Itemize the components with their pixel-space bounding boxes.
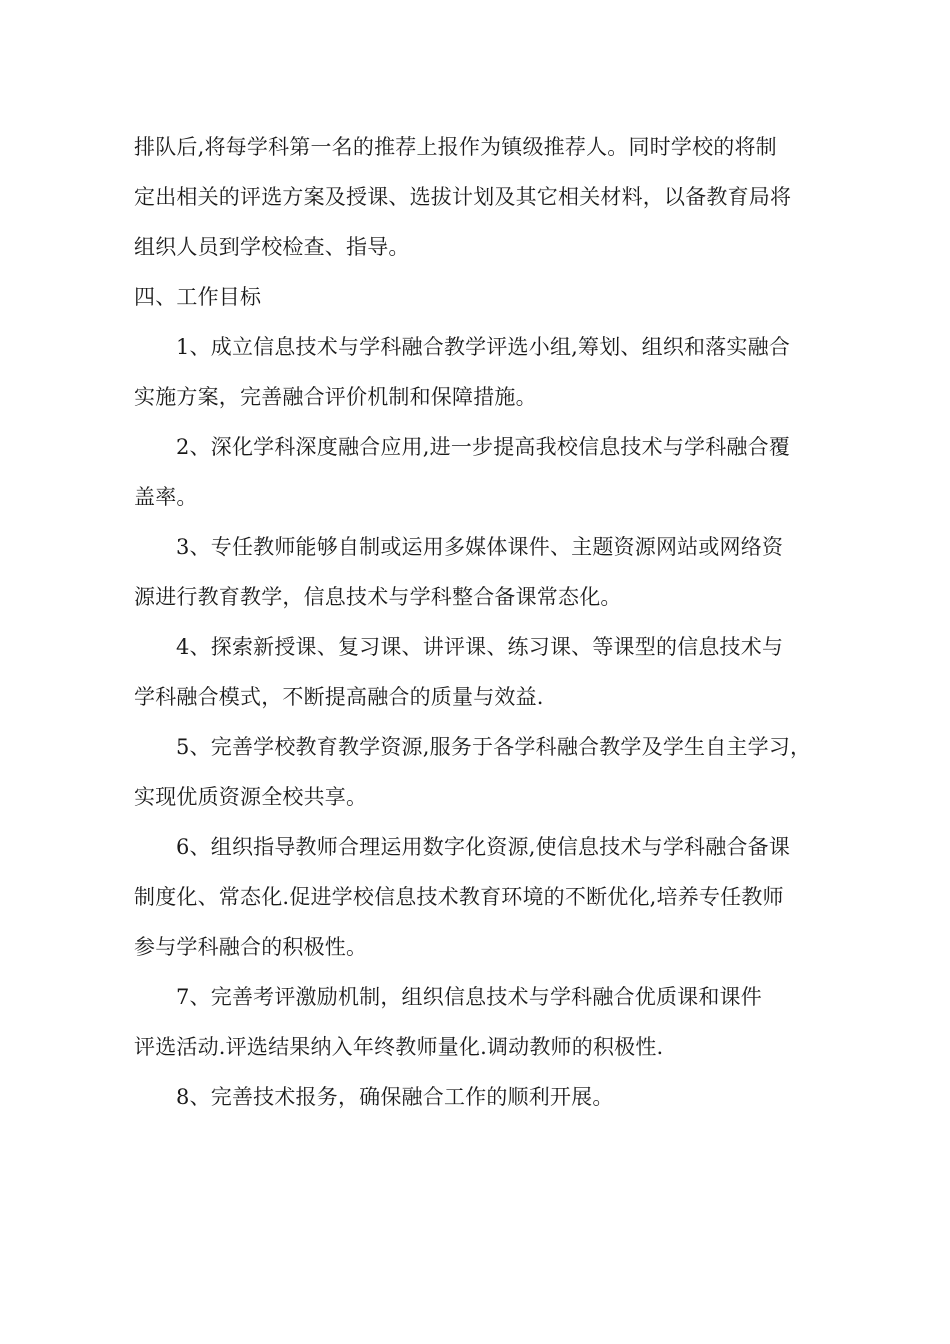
- goal-5-line-1: 5、完善学校教育教学资源,服务于各学科融合教学及学生自主学习，: [176, 735, 812, 759]
- text-line-2: 定出相关的评选方案及授课、选拔计划及其它相关材料，以备教育局将: [134, 185, 792, 209]
- goal-1-line-2: 实施方案，完善融合评价机制和保障措施。: [134, 385, 537, 409]
- goal-4-line-2: 学科融合模式，不断提高融合的质量与效益.: [134, 685, 544, 709]
- goal-3-line-2: 源进行教育教学，信息技术与学科整合备课常态化。: [134, 585, 622, 609]
- goal-2-line-1: 2、深化学科深度融合应用,进一步提高我校信息技术与学科融合覆: [176, 435, 791, 459]
- section-heading: 四、工作目标: [134, 285, 262, 309]
- goal-1-line-1: 1、成立信息技术与学科融合教学评选小组,筹划、组织和落实融合: [176, 335, 791, 359]
- goal-6-line-2: 制度化、常态化.促进学校信息技术教育环境的不断优化,培养专任教师: [134, 885, 784, 909]
- goal-3-line-1: 3、专任教师能够自制或运用多媒体课件、主题资源网站或网络资: [176, 535, 784, 559]
- goal-2-line-2: 盖率。: [134, 485, 198, 509]
- goal-4-line-1: 4、探索新授课、复习课、讲评课、练习课、等课型的信息技术与: [176, 635, 784, 659]
- goal-7-line-2: 评选活动.评选结果纳入年终教师量化.调动教师的积极性.: [134, 1035, 664, 1059]
- goal-8-line-1: 8、完善技术报务，确保融合工作的顺利开展。: [176, 1085, 614, 1109]
- text-line-3: 组织人员到学校检查、指导。: [134, 235, 410, 259]
- goal-7-line-1: 7、完善考评激励机制，组织信息技术与学科融合优质课和课件: [176, 985, 762, 1009]
- document-body: [134, 122, 834, 1122]
- goal-5-line-2: 实现优质资源全校共享。: [134, 785, 368, 809]
- goal-6-line-3: 参与学科融合的积极性。: [134, 935, 368, 959]
- text-line-1: 排队后,将每学科第一名的推荐上报作为镇级推荐人。同时学校的将制: [134, 135, 777, 159]
- goal-6-line-1: 6、组织指导教师合理运用数字化资源,使信息技术与学科融合备课: [176, 835, 791, 859]
